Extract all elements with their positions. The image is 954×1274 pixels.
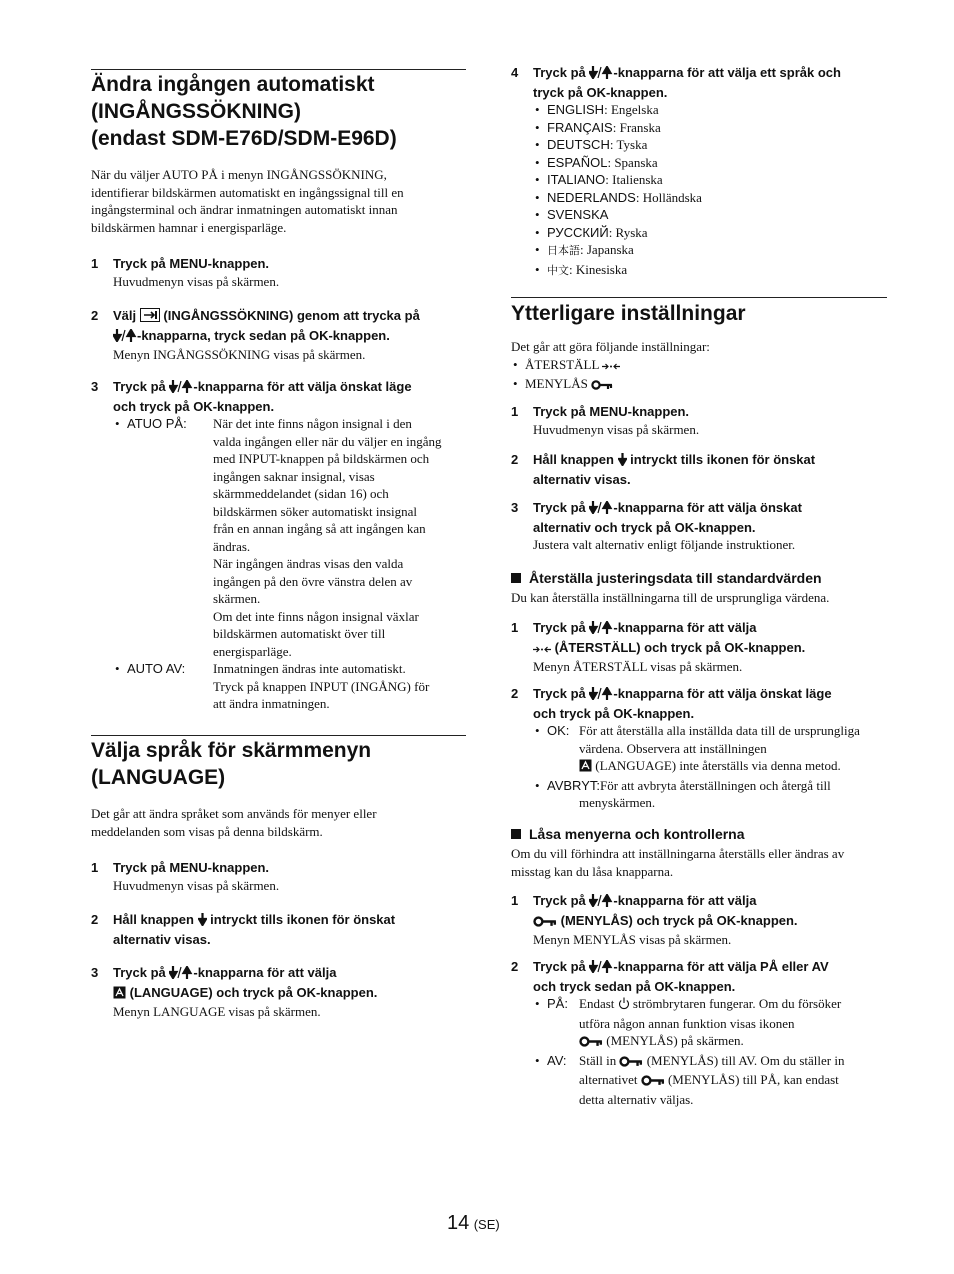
step-title <box>113 327 488 347</box>
text: (MENYLÅS) till PÅ, kan endast <box>667 1072 839 1087</box>
text-line: ingången saknar insignal, visas <box>213 468 375 484</box>
text: Endast <box>579 996 615 1011</box>
subsection-intro <box>511 845 887 880</box>
power-icon <box>618 997 630 1015</box>
step-1 <box>511 892 909 949</box>
text-line: bildskärmen automatiskt över till <box>213 626 386 641</box>
option-off <box>533 1052 909 1109</box>
option-desc <box>213 415 442 660</box>
text: Tryck på <box>533 65 586 80</box>
text-line: valda ingången eller när du väljer en ingång <box>213 433 442 449</box>
step-desc: Menyn INGÅNGSSÖKNING visas på skärmen. <box>113 347 366 362</box>
intro-paragraph <box>511 338 887 395</box>
step-title: och tryck på OK-knappen. <box>533 705 695 721</box>
step-number: 1 <box>511 893 519 908</box>
option-desc <box>579 1052 844 1109</box>
language-item <box>533 119 909 137</box>
step-2 <box>511 685 909 812</box>
section-rule <box>91 735 466 736</box>
language-translation: : Kinesiska <box>569 261 628 277</box>
step-title <box>533 451 909 471</box>
text: Låsa menyerna och kontrollerna <box>529 826 745 842</box>
step-2 <box>91 307 488 364</box>
step-1 <box>511 403 909 438</box>
text: Återställa justeringsdata till standardvärden <box>529 570 822 586</box>
language-name: ITALIANO <box>547 172 606 187</box>
text: (INGÅNGSSÖKNING) genom att trycka på <box>163 308 420 323</box>
text: (LANGUAGE) inte återställs via denna metod. <box>595 758 841 773</box>
language-translation: : Franska <box>612 119 661 135</box>
step-title <box>113 964 488 984</box>
text: MENYLÅS <box>525 376 588 391</box>
section-rule <box>511 297 887 298</box>
key-icon <box>641 1073 665 1091</box>
key-icon <box>579 1034 603 1052</box>
step-desc: Menyn ÅTERSTÄLL visas på skärmen. <box>533 659 743 674</box>
option-key: • AVBRYT: <box>547 777 600 793</box>
step-number: 2 <box>91 308 99 323</box>
down-up-arrows-icon <box>169 380 193 398</box>
text: Håll knappen <box>113 912 194 927</box>
text: -knapparna för att välja önskat <box>613 500 802 515</box>
step-4 <box>511 64 909 280</box>
step-title: tryck på OK-knappen. <box>533 84 668 100</box>
step-desc: Huvudmenyn visas på skärmen. <box>113 273 280 289</box>
text: intryckt tills ikonen för önskat <box>210 912 396 927</box>
step-title <box>533 64 909 84</box>
language-item <box>533 171 909 189</box>
text-line: Inmatningen ändras inte automatiskt. <box>213 661 406 676</box>
language-item <box>533 101 909 119</box>
option-cancel <box>533 777 909 812</box>
text: -knapparna för att välja ett språk och <box>613 65 841 80</box>
text: alternativet <box>579 1072 638 1087</box>
step-title <box>113 378 488 398</box>
text-line: När ingången ändras visas den valda <box>213 556 404 571</box>
subheading-reset <box>511 569 887 587</box>
text-line: För att återställa alla inställda data till de ursprungliga <box>579 723 860 738</box>
step-title <box>533 912 909 932</box>
key-icon <box>619 1054 643 1072</box>
language-translation: : Spanska <box>607 154 658 170</box>
intro-paragraph <box>91 805 377 840</box>
section-title-additional-settings: Ytterligare inställningar <box>511 302 746 325</box>
down-arrow-icon <box>618 453 627 471</box>
step-title: alternativ och tryck på OK-knappen. <box>533 519 756 535</box>
step-3 <box>511 499 909 554</box>
text: Tryck på <box>533 500 586 515</box>
step-number: 2 <box>511 686 519 701</box>
option-desc <box>579 722 860 777</box>
text: -knapparna, tryck sedan på OK-knappen. <box>137 327 390 343</box>
text-line: bildskärmen hamnar i energisparläge. <box>91 219 287 235</box>
text-line: skärmmeddelandet (sidan 16) och <box>213 486 389 501</box>
text-line: Det går att ändra språket som används för menyer eller <box>91 806 377 821</box>
text-line: att ändra inmatningen. <box>213 696 330 711</box>
step-number: 1 <box>91 256 99 271</box>
text: -knapparna för att välja <box>613 893 757 908</box>
language-item <box>533 224 909 242</box>
subsection-intro: Du kan återställa inställningarna till de ursprungliga värdena. <box>511 590 830 605</box>
section-rule <box>91 69 466 70</box>
text-line: meddelanden som visas på denna bildskärm. <box>91 823 323 839</box>
page-number <box>447 1212 500 1235</box>
text: Välj <box>113 308 137 323</box>
language-item <box>533 136 909 154</box>
page-suffix: (SE) <box>473 1217 500 1232</box>
text: Tryck på <box>113 965 166 980</box>
text-line: ingången på den övre vänstra delen av <box>213 573 413 589</box>
text-line <box>579 1032 841 1052</box>
text-line: Om det inte finns någon insignal växlar <box>213 608 419 624</box>
text-line <box>579 1071 844 1091</box>
option-key: • ATUO PÅ: <box>127 416 187 431</box>
text: -knapparna för att välja önskat läge <box>613 686 832 701</box>
text-line: utföra någon annan funktion visas ikonen <box>579 1015 795 1031</box>
language-name: ESPAÑOL <box>547 154 608 170</box>
language-name: DEUTSCH <box>547 137 610 152</box>
language-name: 日本語 <box>547 245 580 257</box>
square-bullet-icon <box>511 829 521 839</box>
text: -knapparna för att välja <box>193 965 337 980</box>
option-key: • AV: <box>547 1052 567 1068</box>
down-up-arrows-icon <box>169 966 193 984</box>
step-desc: Huvudmenyn visas på skärmen. <box>113 877 280 893</box>
page-number-value: 14 <box>447 1212 470 1234</box>
title-line: (LANGUAGE) <box>91 766 226 789</box>
setting-item-menu-lock <box>511 375 887 395</box>
text-line <box>579 995 841 1015</box>
language-name: SVENSKA <box>547 207 609 222</box>
text-line: energisparläge. <box>213 643 292 659</box>
text-line: Om du vill förhindra att inställningarna återställs eller ändras av <box>511 846 845 861</box>
step-3 <box>91 964 488 1021</box>
step-number: 2 <box>511 452 519 467</box>
reset-icon <box>533 641 551 659</box>
option-on <box>533 995 909 1052</box>
option-ok <box>533 722 909 777</box>
language-translation: : Engelska <box>604 102 659 117</box>
step-number: 4 <box>511 65 519 80</box>
down-up-arrows-icon <box>589 687 613 705</box>
step-title: alternativ visas. <box>113 931 211 947</box>
step-title: Tryck på MENU-knappen. <box>113 860 270 875</box>
text: (MENYLÅS) till AV. Om du ställer in <box>646 1052 845 1068</box>
down-up-arrows-icon <box>589 621 613 639</box>
title-line: (endast SDM-E76D/SDM-E96D) <box>91 127 397 150</box>
step-title <box>533 892 909 912</box>
step-title <box>533 685 909 705</box>
step-desc: Menyn LANGUAGE visas på skärmen. <box>113 1004 321 1019</box>
text-line: Det går att göra följande inställningar: <box>511 339 710 354</box>
text-line: När du väljer AUTO PÅ i menyn INGÅNGSSÖKNING, <box>91 167 387 182</box>
down-arrow-icon <box>198 913 207 931</box>
text: (MENYLÅS) och tryck på OK-knappen. <box>560 912 798 928</box>
key-icon <box>533 914 557 932</box>
language-translation: : Italienska <box>605 172 663 187</box>
option-desc <box>213 660 429 713</box>
text-line: identifierar bildskärmen automatiskt en ingångssignal till en <box>91 184 404 200</box>
section-title-language <box>91 737 466 791</box>
step-1 <box>91 255 488 290</box>
text: intryckt tills ikonen för önskat <box>630 452 816 467</box>
square-bullet-icon <box>511 573 521 583</box>
step-desc: Justera valt alternativ enligt följande instruktioner. <box>533 537 796 552</box>
text: (ÅTERSTÄLL) och tryck på OK-knappen. <box>554 639 806 655</box>
text-line: misstag kan du låsa knapparna. <box>511 863 674 879</box>
down-up-arrows-icon <box>113 329 137 347</box>
intro-paragraph <box>91 166 404 236</box>
option-key: • OK: <box>547 723 570 738</box>
text: -knapparna för att välja PÅ eller AV <box>613 959 829 974</box>
step-1 <box>91 859 488 894</box>
option-auto-off <box>113 660 488 713</box>
text-line: från en annan ingång så att ingången kan <box>213 521 426 536</box>
text-line: bildskärmen söker automatiskt insignal <box>213 503 417 519</box>
step-title: Tryck på MENU-knappen. <box>533 404 690 419</box>
language-translation: : Tyska <box>609 137 648 152</box>
text: -knapparna för att välja önskat läge <box>193 379 412 394</box>
language-item <box>533 206 909 224</box>
text-line: När det inte finns någon insignal i den <box>213 416 412 431</box>
text: Tryck på <box>533 686 586 701</box>
step-title: och tryck på OK-knappen. <box>113 398 275 414</box>
text-line: menyskärmen. <box>579 795 656 810</box>
text-line: värdena. Observera att inställningen <box>579 740 767 756</box>
text: strömbrytaren fungerar. Om du försöker <box>632 996 842 1011</box>
step-title <box>533 499 909 519</box>
text: (MENYLÅS) på skärmen. <box>606 1033 744 1048</box>
step-desc: Menyn MENYLÅS visas på skärmen. <box>533 932 732 947</box>
language-item <box>533 241 909 261</box>
option-key: • PÅ: <box>547 996 568 1011</box>
text: Tryck på <box>533 620 586 635</box>
step-desc: Huvudmenyn visas på skärmen. <box>533 421 700 437</box>
text: Tryck på <box>533 959 586 974</box>
text-line: skärmen. <box>213 591 261 606</box>
step-title <box>533 619 909 639</box>
language-icon <box>579 759 592 777</box>
step-2 <box>511 958 909 1108</box>
step-2 <box>511 451 909 488</box>
key-icon <box>591 377 613 395</box>
step-title <box>533 958 909 978</box>
text-line: med INPUT-knappen på bildskärmen och <box>213 451 430 466</box>
step-number: 2 <box>91 912 99 927</box>
text-line: ingångsterminal och ändrar inmatningen automatiskt innan <box>91 202 398 217</box>
step-title: alternativ visas. <box>533 471 631 487</box>
step-3 <box>91 378 488 713</box>
text-line <box>579 1052 844 1072</box>
down-up-arrows-icon <box>589 960 613 978</box>
language-icon <box>113 986 126 1004</box>
step-title <box>113 911 488 931</box>
text: Ställ in <box>579 1052 617 1068</box>
text-line: detta alternativ väljas. <box>579 1091 694 1107</box>
step-title: och tryck sedan på OK-knappen. <box>533 978 736 994</box>
step-title <box>113 984 488 1004</box>
language-name: NEDERLANDS <box>547 189 636 205</box>
text: Håll knappen <box>533 452 614 467</box>
step-title: Tryck på MENU-knappen. <box>113 256 270 271</box>
step-1 <box>511 619 909 676</box>
text-line: För att avbryta återställningen och återgå till <box>599 777 831 793</box>
title-line: Välja språk för skärmmenyn <box>91 739 372 762</box>
language-name: FRANÇAIS <box>547 119 613 135</box>
setting-item-reset <box>511 356 887 376</box>
down-up-arrows-icon <box>589 894 613 912</box>
language-name: ENGLISH <box>547 102 605 117</box>
title-line: Ändra ingången automatiskt <box>91 73 375 96</box>
step-title <box>533 639 909 659</box>
option-desc <box>600 777 831 795</box>
language-item <box>533 261 909 281</box>
down-up-arrows-icon <box>589 501 613 519</box>
subheading-lock <box>511 825 887 843</box>
step-number: 1 <box>511 620 519 635</box>
option-key: • AUTO AV: <box>127 661 186 676</box>
text-line: ändras. <box>213 538 251 554</box>
step-number: 1 <box>511 404 519 419</box>
option-auto-on <box>113 415 488 660</box>
step-2 <box>91 911 488 948</box>
step-number: 2 <box>511 959 519 974</box>
step-number: 1 <box>91 860 99 875</box>
language-name: РУССКИЙ <box>547 224 609 240</box>
reset-icon <box>602 358 620 376</box>
down-up-arrows-icon <box>589 66 613 84</box>
step-number: 3 <box>91 379 99 394</box>
step-number: 3 <box>511 500 519 515</box>
text: ÅTERSTÄLL <box>525 356 599 372</box>
text: Tryck på <box>533 893 586 908</box>
option-desc <box>579 995 841 1052</box>
text-line: Tryck på knappen INPUT (INGÅNG) för <box>213 678 430 694</box>
step-title <box>113 307 488 327</box>
step-number: 3 <box>91 965 99 980</box>
title-line: (INGÅNGSSÖKNING) <box>91 100 301 123</box>
language-translation: : Japanska <box>580 242 634 257</box>
text: (LANGUAGE) och tryck på OK-knappen. <box>129 984 378 1000</box>
language-item <box>533 189 909 207</box>
language-name: 中文 <box>547 264 569 277</box>
text-line <box>579 757 860 777</box>
input-select-icon <box>140 308 160 327</box>
language-item <box>533 154 909 172</box>
language-translation: : Holländska <box>635 189 702 205</box>
text: -knapparna för att välja <box>613 620 757 635</box>
section-title-auto-input <box>91 71 466 152</box>
text: Tryck på <box>113 379 166 394</box>
language-translation: : Ryska <box>608 224 648 240</box>
